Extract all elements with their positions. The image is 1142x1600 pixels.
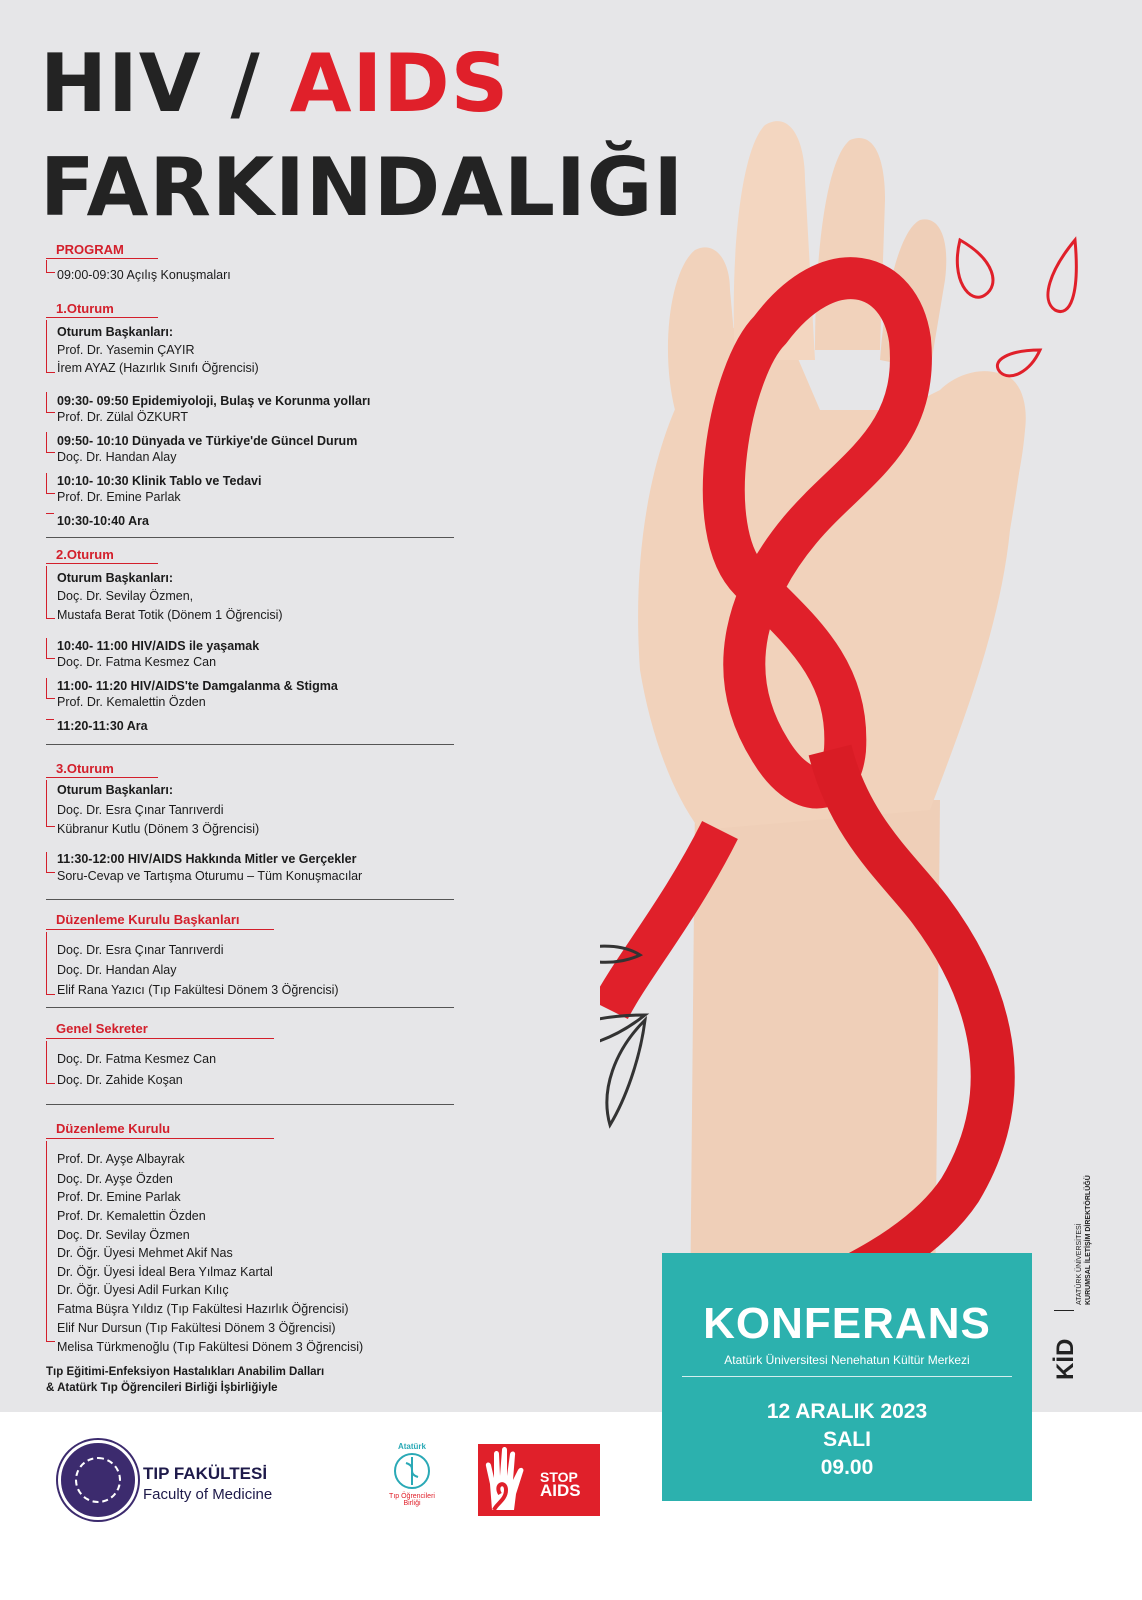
talk-title: 10:40- 11:00 HIV/AIDS ile yaşamak xyxy=(57,639,260,653)
heading-underline xyxy=(46,258,158,259)
separator xyxy=(46,1104,454,1105)
session1-heading: 1.Oturum xyxy=(56,301,114,316)
committee-heading: Düzenleme Kurulu xyxy=(56,1121,171,1136)
session2-heading: 2.Oturum xyxy=(56,547,114,562)
stop-aids-text xyxy=(540,1470,581,1498)
talk-speaker: Prof. Dr. Zülal ÖZKURT xyxy=(57,410,189,424)
collaboration-line-2: & Atatürk Tıp Öğrencileri Birliği İşbirliğiyle xyxy=(46,1382,278,1394)
talk-speaker: Prof. Dr. Emine Parlak xyxy=(57,490,181,504)
talk-title: 09:50- 10:10 Dünyada ve Türkiye'de Güncel Durum xyxy=(57,434,358,448)
committee-item: Dr. Öğr. Üyesi İdeal Bera Yılmaz Kartal xyxy=(57,1265,273,1279)
divider xyxy=(682,1376,1012,1377)
aids-label: AIDS xyxy=(540,1481,581,1500)
conference-venue: Atatürk Üniversitesi Nenehatun Kültür Merkezi xyxy=(724,1353,970,1367)
conference-time: 09.00 xyxy=(820,1456,874,1479)
stop-label: STOP xyxy=(540,1469,578,1485)
bracket xyxy=(46,392,55,413)
org-heads-heading: Düzenleme Kurulu Başkanları xyxy=(56,912,240,927)
chairs-label: Oturum Başkanları: xyxy=(57,571,174,585)
chair-2: Mustafa Berat Totik (Dönem 1 Öğrencisi) xyxy=(57,608,283,622)
talk-speaker: Prof. Dr. Kemalettin Özden xyxy=(57,695,206,709)
heading-underline xyxy=(46,563,158,564)
talk-speaker: Doç. Dr. Fatma Kesmez Can xyxy=(57,655,217,669)
secretary-item: Doç. Dr. Fatma Kesmez Can xyxy=(57,1052,217,1066)
chair-1: Doç. Dr. Esra Çınar Tanrıverdi xyxy=(57,803,224,817)
separator xyxy=(46,537,454,538)
bracket xyxy=(46,678,55,699)
break-item: 10:30-10:40 Ara xyxy=(57,514,149,528)
opening-item: 09:00-09:30 Açılış Konuşmaları xyxy=(57,268,231,282)
bracket xyxy=(46,852,55,873)
committee-item: Doç. Dr. Sevilay Özmen xyxy=(57,1228,190,1242)
heading-underline xyxy=(46,317,158,318)
talk-title: 11:00- 11:20 HIV/AIDS'te Damgalanma & Stigma xyxy=(57,679,338,693)
break-item: 11:20-11:30 Ara xyxy=(57,719,148,733)
bracket xyxy=(46,1141,55,1342)
kid-department: KURUMSAL İLETİŞİM DİREKTÖRLÜĞÜ xyxy=(1085,1175,1092,1305)
committee-item: Dr. Öğr. Üyesi Mehmet Akif Nas xyxy=(57,1246,233,1260)
chairs-label: Oturum Başkanları: xyxy=(57,783,174,797)
conference-box xyxy=(662,1253,1032,1501)
heading-underline xyxy=(46,929,274,930)
program-heading: PROGRAM xyxy=(56,242,124,257)
bracket xyxy=(46,638,55,659)
student-union-logo xyxy=(388,1442,436,1518)
bracket xyxy=(46,932,55,995)
hand-ribbon-illustration xyxy=(600,110,1080,1310)
chair-2: Kübranur Kutlu (Dönem 3 Öğrencisi) xyxy=(57,822,260,836)
collaboration-line-1: Tıp Eğitimi-Enfeksiyon Hastalıkları Anabilim Dalları xyxy=(46,1366,325,1378)
talk-title: 10:10- 10:30 Klinik Tablo ve Tedavi xyxy=(57,474,262,488)
chair-1: Prof. Dr. Yasemin ÇAYIR xyxy=(57,343,195,357)
tick xyxy=(46,719,54,720)
bracket xyxy=(46,473,55,494)
heading-underline xyxy=(46,777,158,778)
separator xyxy=(46,744,454,745)
bracket xyxy=(46,320,55,373)
kid-logo-text: KİD xyxy=(1052,1338,1079,1380)
chair-1: Doç. Dr. Sevilay Özmen, xyxy=(57,589,194,603)
committee-item: Doç. Dr. Ayşe Özden xyxy=(57,1172,173,1186)
stop-aids-logo xyxy=(478,1444,600,1516)
divider xyxy=(1054,1310,1074,1311)
hand-icon xyxy=(478,1444,538,1516)
bracket xyxy=(46,566,55,619)
talk-speaker: Doç. Dr. Handan Alay xyxy=(57,450,177,464)
student-union-bottom: Tıp Öğrencileri Birliği xyxy=(389,1493,435,1507)
session3-heading: 3.Oturum xyxy=(56,761,114,776)
page-title xyxy=(40,37,510,130)
bracket xyxy=(46,260,55,273)
org-head-item: Elif Rana Yazıcı (Tıp Fakültesi Dönem 3 Öğrencisi) xyxy=(57,983,339,997)
title-aids: AIDS xyxy=(289,37,510,130)
committee-item: Prof. Dr. Ayşe Albayrak xyxy=(57,1152,185,1166)
tick xyxy=(46,513,54,514)
talk-speaker: Soru-Cevap ve Tartışma Oturumu – Tüm Konuşmacılar xyxy=(57,869,363,883)
title-hiv: HIV / xyxy=(40,37,290,130)
committee-item: Fatma Büşra Yıldız (Tıp Fakültesi Hazırlık Öğrencisi) xyxy=(57,1302,349,1316)
conference-date: 12 ARALIK 2023 xyxy=(766,1400,928,1423)
org-head-item: Doç. Dr. Handan Alay xyxy=(57,963,177,977)
kid-university: ATATÜRK ÜNİVERSİTESİ xyxy=(1076,1223,1083,1305)
separator xyxy=(46,899,454,900)
page-subtitle: FARKINDALIĞI xyxy=(40,141,685,234)
separator xyxy=(46,1007,454,1008)
faculty-name-en: Faculty of Medicine xyxy=(143,1486,273,1503)
talk-title: 11:30-12:00 HIV/AIDS Hakkında Mitler ve Gerçekler xyxy=(57,852,357,866)
caduceus-icon xyxy=(392,1451,432,1491)
kid-side-logo xyxy=(1048,1140,1092,1380)
bracket xyxy=(46,432,55,453)
org-head-item: Doç. Dr. Esra Çınar Tanrıverdi xyxy=(57,943,224,957)
heading-underline xyxy=(46,1038,274,1039)
chair-2: İrem AYAZ (Hazırlık Sınıfı Öğrencisi) xyxy=(57,361,259,375)
student-union-top: Atatürk xyxy=(397,1442,426,1451)
chairs-label: Oturum Başkanları: xyxy=(57,325,174,339)
committee-item: Dr. Öğr. Üyesi Adil Furkan Kılıç xyxy=(57,1283,229,1297)
conference-datetime xyxy=(662,1398,1032,1482)
committee-item: Elif Nur Dursun (Tıp Fakültesi Dönem 3 Öğrencisi) xyxy=(57,1321,336,1335)
secretary-item: Doç. Dr. Zahide Koşan xyxy=(57,1073,183,1087)
committee-item: Prof. Dr. Emine Parlak xyxy=(57,1190,181,1204)
committee-item: Melisa Türkmenoğlu (Tıp Fakültesi Dönem 3 Öğrencisi) xyxy=(57,1340,364,1354)
bracket xyxy=(46,1041,55,1084)
secretary-heading: Genel Sekreter xyxy=(56,1021,148,1036)
bracket xyxy=(46,780,55,827)
university-seal-icon xyxy=(58,1440,138,1520)
faculty-name-tr: TIP FAKÜLTESİ xyxy=(143,1464,268,1483)
committee-item: Prof. Dr. Kemalettin Özden xyxy=(57,1209,206,1223)
heading-underline xyxy=(46,1138,274,1139)
conference-label: KONFERANS xyxy=(703,1299,991,1348)
conference-day: SALI xyxy=(823,1428,871,1451)
talk-title: 09:30- 09:50 Epidemiyoloji, Bulaş ve Korunma yolları xyxy=(57,394,371,408)
